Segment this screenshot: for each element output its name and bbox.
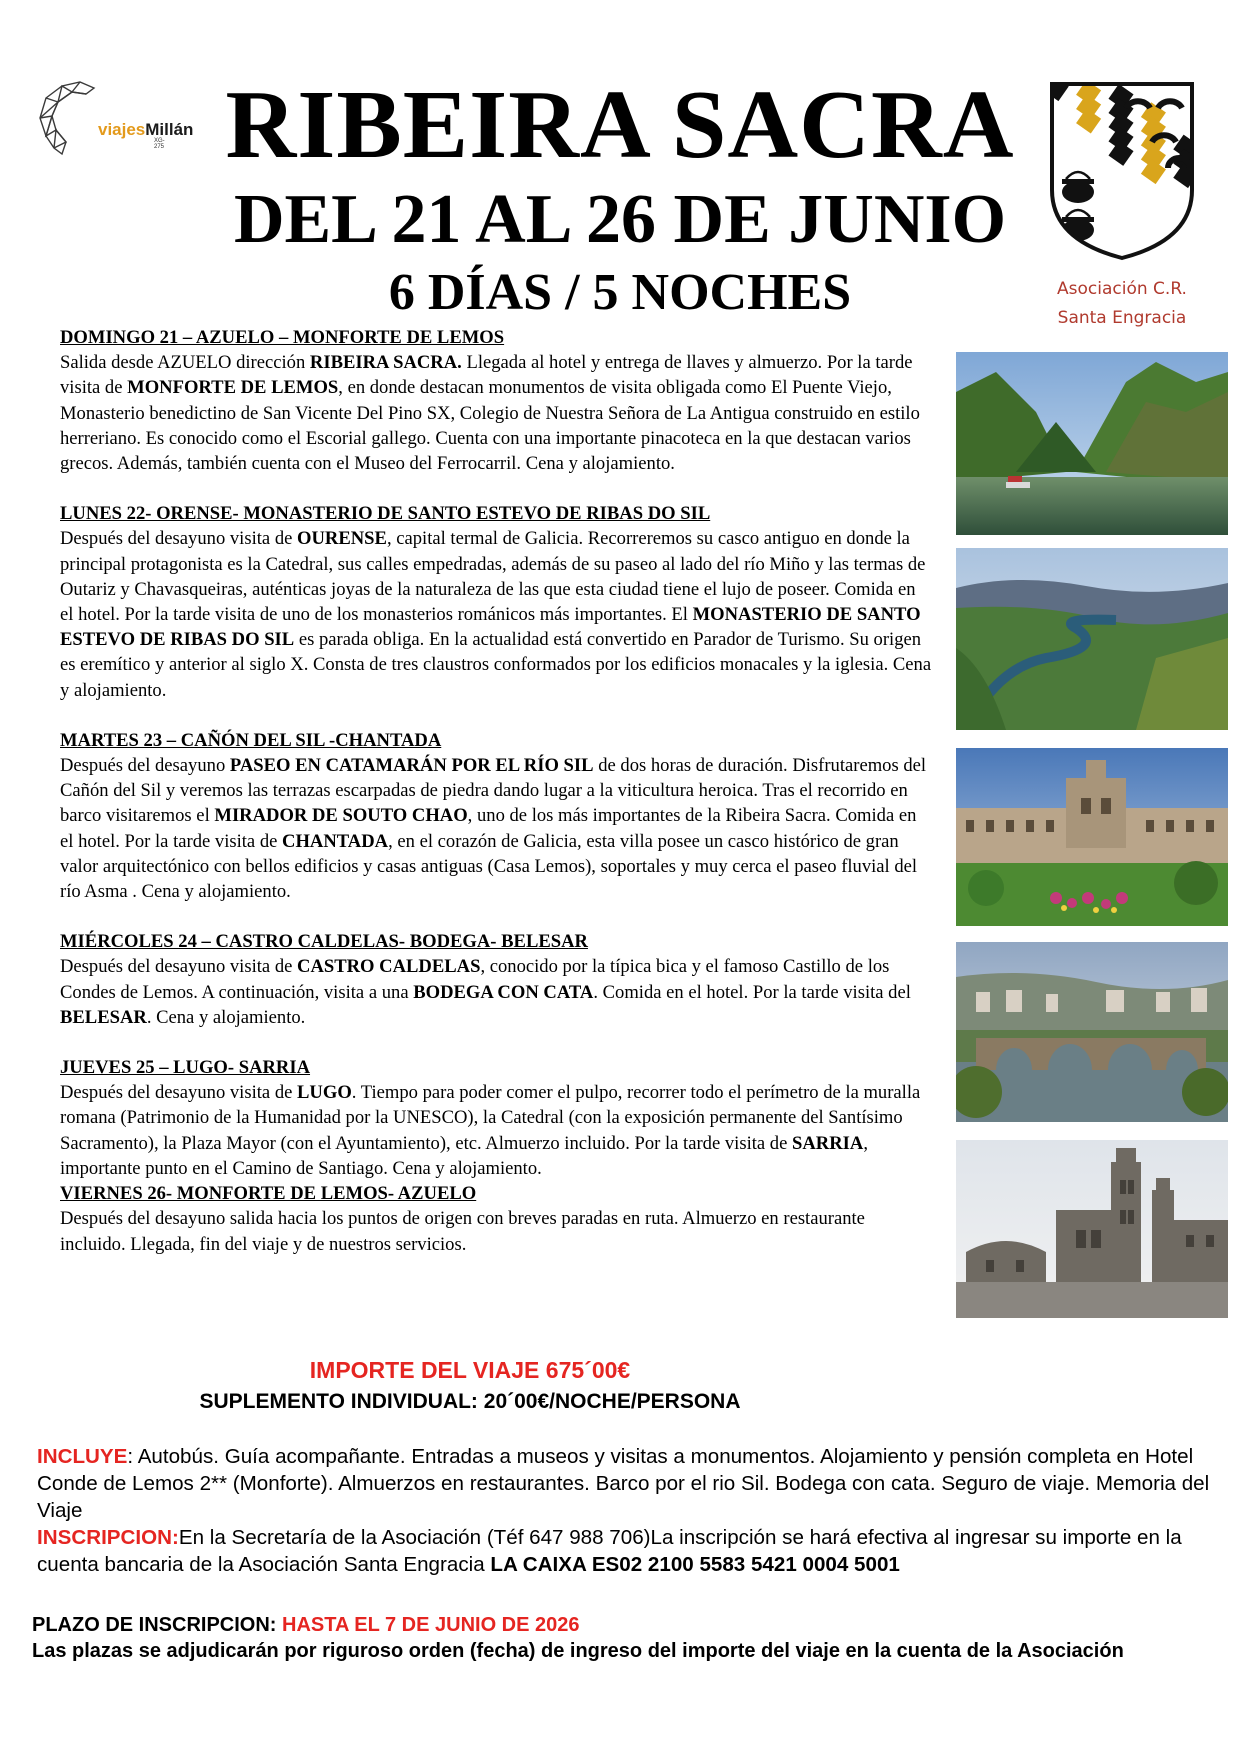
allocation-note: Las plazas se adjudicarán por riguroso orden (fecha) de ingreso del importe del viaje en la cuenta de la Asociación xyxy=(32,1640,1124,1662)
day-description xyxy=(60,526,932,702)
itinerary xyxy=(60,325,932,1282)
lugo-cathedral-photo xyxy=(956,1140,1228,1318)
highlight-text: LUGO xyxy=(297,1082,352,1104)
description-text: de dos horas de duración. Disfrutaremos del Cañón del Sil y veremos las terrazas escarpadas de piedra dando lugar a la viticultura heroica. Tras el recorrido en barco visitaremos el xyxy=(60,755,927,827)
viajes-millan-logo xyxy=(36,78,194,160)
monforte-college-photo xyxy=(956,748,1228,926)
day-heading: LUNES 22- ORENSE- MONASTERIO DE SANTO ESTEVO DE RIBAS DO SIL xyxy=(60,503,711,525)
logo-brand-text: viajesMillán xyxy=(98,120,194,139)
highlight-text: SARRIA xyxy=(792,1132,864,1154)
deadline-section xyxy=(32,1612,1212,1664)
highlight-text: PASEO EN CATAMARÁN POR EL RÍO SIL xyxy=(229,755,594,777)
highlight-text: BELESAR xyxy=(60,1006,147,1028)
association-name-line2: Santa Engracia xyxy=(1057,308,1187,328)
day-description xyxy=(60,350,932,476)
description-text: Después del desayuno visita de xyxy=(60,1082,298,1104)
description-text: es parada obliga. En la actualidad está convertido en Parador de Turismo. Su origen es eremítico y anterior al siglo X. Consta de tres claustros conformados por los edificios monacales y la iglesia. Cena y alojamiento. xyxy=(60,629,932,701)
dolphin-icon xyxy=(36,78,106,160)
registration-label: INSCRIPCION: xyxy=(37,1526,179,1549)
ourense-roman-bridge-photo xyxy=(956,942,1228,1122)
highlight-text: CASTRO CALDELAS xyxy=(297,956,481,978)
description-text: Salida desde AZUELO dirección xyxy=(60,352,310,374)
registration-text: En la Secretaría de la Asociación (Téf 647 988 706)La inscripción se hará efectiva al ingresar su importe en la cuenta bancaria de la Asociación Santa Engracia xyxy=(37,1526,1182,1576)
association-name-line1: Asociación C.R. xyxy=(1057,279,1187,299)
description-text: . Cena y alojamiento. xyxy=(146,1006,306,1028)
deadline-label: PLAZO DE INSCRIPCION: xyxy=(32,1614,283,1636)
description-text: . Tiempo para poder comer el pulpo, recorrer todo el perímetro de la muralla romana (Patrimonio de la Humanidad por la UNESCO), la Catedral (con la exposición permanente del Santísimo Sacramento), la Plaza Mayor (con el Ayuntamiento), etc. Almuerzo incluido. Por la tarde visita de xyxy=(60,1082,921,1154)
day-heading: DOMINGO 21 – AZUELO – MONFORTE DE LEMOS xyxy=(60,327,505,348)
highlight-text: MONASTERIO DE SANTO ESTEVO DE RIBAS DO SIL xyxy=(60,604,921,651)
bank-account: LA CAIXA ES02 2100 5583 5421 0004 5001 xyxy=(490,1553,900,1576)
day-description xyxy=(60,753,932,904)
description-text: , uno de los más importantes de la Ribeira Sacra. Comida en el hotel. Por la tarde visita de xyxy=(60,805,917,852)
description-text: Después del desayuno xyxy=(60,755,230,777)
sil-canyon-river-photo xyxy=(956,352,1228,535)
day-description xyxy=(60,954,932,1030)
day-heading: MIÉRCOLES 24 – CASTRO CALDELAS- BODEGA- BELESAR xyxy=(60,931,588,953)
river-meander-gorge-photo xyxy=(956,548,1228,730)
page-title: RIBEIRA SACRA xyxy=(225,71,1015,179)
itinerary-day xyxy=(60,325,932,476)
trip-price: IMPORTE DEL VIAJE 675´00€ xyxy=(309,1357,631,1383)
includes-label: INCLUYE xyxy=(37,1445,128,1468)
highlight-text: CHANTADA xyxy=(282,830,389,852)
description-text: Después del desayuno salida hacia los puntos de origen con breves paradas en ruta. Almuerzo en restaurante incluido. Llegada, fin del viaje y de nuestros servicios. xyxy=(60,1208,865,1255)
includes-text: : Autobús. Guía acompañante. Entradas a museos y visitas a monumentos. Alojamiento y pensión completa en Hotel Conde de Lemos 2** (Monforte). Almuerzos en restaurantes. Barco por el rio Sil. Bodega con cata. Seguro de viaje. Memoria del Viaje xyxy=(37,1445,1210,1522)
itinerary-day xyxy=(60,501,932,703)
includes-paragraph xyxy=(37,1443,1217,1524)
single-supplement: SUPLEMENTO INDIVIDUAL: 20´00€/NOCHE/PERSONA xyxy=(199,1390,741,1413)
highlight-text: RIBEIRA SACRA. xyxy=(309,352,462,374)
highlight-text: MIRADOR DE SOUTO CHAO xyxy=(214,805,468,827)
itinerary-day xyxy=(60,728,932,904)
day-heading: VIERNES 26- MONFORTE DE LEMOS- AZUELO xyxy=(60,1183,477,1205)
includes-section xyxy=(37,1443,1217,1578)
description-text: , conocido por la típica bica y el famoso Castillo de los Condes de Lemos. A continuación, visita a una xyxy=(60,956,890,1003)
day-description xyxy=(60,1080,932,1181)
logo-code: XG-275 xyxy=(154,138,165,150)
trip-dates: DEL 21 AL 26 DE JUNIO xyxy=(233,181,1007,258)
coat-of-arms-icon xyxy=(1048,80,1196,262)
association-name xyxy=(1028,275,1216,333)
description-text: Después del desayuno visita de xyxy=(60,956,298,978)
deadline-value: HASTA EL 7 DE JUNIO DE 2026 xyxy=(282,1614,580,1636)
description-text: , capital termal de Galicia. Recorreremos su casco antiguo en donde la principal protagonista es la Catedral, sus calles empedradas, además de su paseo al lado del río Miño y las termas de Outariz y Chavasqueiras, auténticas joyas de la naturaleza de las que esta ciudad tiene el lujo de poseer. Comida en el hotel. Por la tarde visita de uno de los monasterios románicos más importantes. El xyxy=(60,528,926,626)
highlight-text: OURENSE xyxy=(297,528,387,550)
itinerary-day xyxy=(60,1181,932,1257)
association-crest xyxy=(1048,80,1196,262)
registration-paragraph xyxy=(37,1524,1217,1578)
description-text: Llegada al hotel y entrega de llaves y almuerzo. Por la tarde visita de xyxy=(60,352,913,399)
highlight-text: MONFORTE DE LEMOS xyxy=(127,377,339,399)
description-text: , importante punto en el Camino de Santiago. Cena y alojamiento. xyxy=(60,1132,868,1179)
day-heading: MARTES 23 – CAÑÓN DEL SIL -CHANTADA xyxy=(60,729,442,751)
description-text: , en donde destacan monumentos de visita obligada como El Puente Viejo, Monasterio benedictino de San Vicente Del Pino SX, Colegio de Nuestra Señora de La Antigua construido en estilo herreriano. Es conocido como el Escorial gallego. Cuenta con una importante pinacoteca en la que destacan varios grecos. Además, también cuenta con el Museo del Ferrocarril. Cena y alojamiento. xyxy=(60,377,920,475)
itinerary-day xyxy=(60,929,932,1030)
itinerary-day xyxy=(60,1055,932,1181)
highlight-text: BODEGA CON CATA xyxy=(413,981,594,1003)
description-text: Después del desayuno visita de xyxy=(60,528,298,550)
trip-duration: 6 DÍAS / 5 NOCHES xyxy=(388,264,852,321)
day-description xyxy=(60,1206,932,1256)
description-text: . Comida en el hotel. Por la tarde visita del xyxy=(593,981,911,1003)
description-text: , en el corazón de Galicia, esta villa posee un casco histórico de gran valor arquitectónico con bellos edificios y casas antiguas (Casa Lemos), soportales y muy cerca el paseo fluvial del río Asma . Cena y alojamiento. xyxy=(60,830,918,903)
deadline-line xyxy=(32,1612,1212,1638)
day-heading: JUEVES 25 – LUGO- SARRIA xyxy=(60,1057,311,1079)
